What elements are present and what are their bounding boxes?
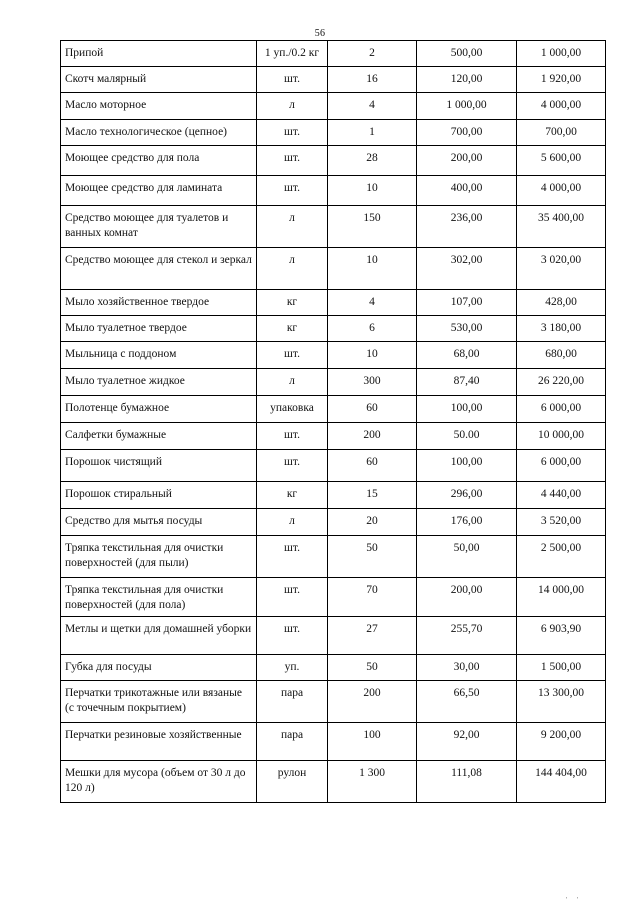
cell-unit: уп. [257, 655, 328, 681]
cell-price: 200,00 [417, 146, 517, 176]
cell-name: Порошок чистящий [61, 450, 257, 482]
cell-total: 10 000,00 [517, 423, 606, 450]
table-row [61, 482, 606, 509]
cell-qty: 1 [328, 120, 417, 146]
cell-unit: шт. [257, 146, 328, 176]
cell-unit: шт. [257, 578, 328, 617]
cell-qty: 100 [328, 723, 417, 761]
table-row [61, 93, 606, 120]
cell-unit: шт. [257, 450, 328, 482]
cell-unit: упаковка [257, 396, 328, 423]
cell-price: 200,00 [417, 578, 517, 617]
table-row [61, 509, 606, 536]
cell-unit: шт. [257, 120, 328, 146]
cell-name: Тряпка текстильная для очистки поверхностей (для пыли) [61, 536, 257, 578]
cell-unit: л [257, 206, 328, 248]
cell-qty: 4 [328, 290, 417, 316]
cell-total: 1 500,00 [517, 655, 606, 681]
cell-total: 26 220,00 [517, 369, 606, 396]
cell-unit: л [257, 93, 328, 120]
cell-price: 530,00 [417, 316, 517, 342]
cell-qty: 70 [328, 578, 417, 617]
cell-total: 3 180,00 [517, 316, 606, 342]
cell-price: 176,00 [417, 509, 517, 536]
cell-unit: рулон [257, 761, 328, 803]
cell-total: 9 200,00 [517, 723, 606, 761]
table-row [61, 655, 606, 681]
cell-total: 3 020,00 [517, 248, 606, 290]
cell-price: 500,00 [417, 41, 517, 67]
cell-name: Скотч малярный [61, 67, 257, 93]
cell-price: 50.00 [417, 423, 517, 450]
cell-price: 87,40 [417, 369, 517, 396]
cell-price: 1 000,00 [417, 93, 517, 120]
cell-total: 14 000,00 [517, 578, 606, 617]
cell-unit: шт. [257, 176, 328, 206]
cell-name: Моющее средство для ламината [61, 176, 257, 206]
cell-unit: кг [257, 482, 328, 509]
table-row [61, 146, 606, 176]
table-row [61, 761, 606, 803]
cell-total: 428,00 [517, 290, 606, 316]
cell-total: 2 500,00 [517, 536, 606, 578]
cell-total: 35 400,00 [517, 206, 606, 248]
table-row [61, 206, 606, 248]
cell-price: 400,00 [417, 176, 517, 206]
cell-qty: 16 [328, 67, 417, 93]
corner-scan-mark: ' ' [566, 896, 583, 904]
cell-unit: л [257, 248, 328, 290]
cell-unit: кг [257, 290, 328, 316]
cell-price: 302,00 [417, 248, 517, 290]
cell-name: Масло моторное [61, 93, 257, 120]
cell-qty: 300 [328, 369, 417, 396]
cell-qty: 1 300 [328, 761, 417, 803]
cell-total: 6 000,00 [517, 396, 606, 423]
cell-qty: 10 [328, 248, 417, 290]
cell-qty: 27 [328, 617, 417, 655]
table-row [61, 578, 606, 617]
cell-price: 100,00 [417, 396, 517, 423]
cell-unit: пара [257, 681, 328, 723]
cell-name: Метлы и щетки для домашней уборки [61, 617, 257, 655]
table-row [61, 41, 606, 67]
cell-total: 1 920,00 [517, 67, 606, 93]
cell-name: Салфетки бумажные [61, 423, 257, 450]
cell-total: 4 440,00 [517, 482, 606, 509]
cell-name: Перчатки трикотажные или вязаные (с точечным покрытием) [61, 681, 257, 723]
goods-table [60, 40, 606, 803]
cell-unit: шт. [257, 617, 328, 655]
cell-qty: 50 [328, 536, 417, 578]
table-row [61, 536, 606, 578]
cell-unit: л [257, 509, 328, 536]
cell-total: 144 404,00 [517, 761, 606, 803]
table-row [61, 617, 606, 655]
cell-price: 111,08 [417, 761, 517, 803]
cell-total: 680,00 [517, 342, 606, 369]
table-row [61, 120, 606, 146]
cell-unit: пара [257, 723, 328, 761]
cell-total: 3 520,00 [517, 509, 606, 536]
cell-price: 66,50 [417, 681, 517, 723]
cell-unit: шт. [257, 67, 328, 93]
table-row [61, 67, 606, 93]
cell-price: 30,00 [417, 655, 517, 681]
cell-unit: шт. [257, 342, 328, 369]
cell-qty: 28 [328, 146, 417, 176]
cell-name: Мыло туалетное жидкое [61, 369, 257, 396]
cell-qty: 60 [328, 450, 417, 482]
cell-name: Порошок стиральный [61, 482, 257, 509]
cell-total: 6 000,00 [517, 450, 606, 482]
table-row [61, 723, 606, 761]
cell-total: 6 903,90 [517, 617, 606, 655]
cell-name: Губка для посуды [61, 655, 257, 681]
goods-table-body [61, 41, 606, 803]
cell-price: 296,00 [417, 482, 517, 509]
cell-qty: 10 [328, 176, 417, 206]
cell-total: 4 000,00 [517, 176, 606, 206]
cell-unit: кг [257, 316, 328, 342]
table-row [61, 316, 606, 342]
cell-total: 1 000,00 [517, 41, 606, 67]
cell-name: Средство моющее для стекол и зеркал [61, 248, 257, 290]
cell-price: 700,00 [417, 120, 517, 146]
cell-total: 700,00 [517, 120, 606, 146]
cell-unit: л [257, 369, 328, 396]
cell-name: Перчатки резиновые хозяйственные [61, 723, 257, 761]
table-row [61, 369, 606, 396]
cell-name: Мыло хозяйственное твердое [61, 290, 257, 316]
cell-total: 4 000,00 [517, 93, 606, 120]
cell-price: 255,70 [417, 617, 517, 655]
cell-price: 50,00 [417, 536, 517, 578]
table-row [61, 423, 606, 450]
cell-total: 5 600,00 [517, 146, 606, 176]
table-row [61, 396, 606, 423]
cell-price: 68,00 [417, 342, 517, 369]
cell-qty: 2 [328, 41, 417, 67]
cell-name: Мыло туалетное твердое [61, 316, 257, 342]
cell-unit: 1 уп./0.2 кг [257, 41, 328, 67]
cell-name: Моющее средство для пола [61, 146, 257, 176]
cell-qty: 4 [328, 93, 417, 120]
table-row [61, 248, 606, 290]
cell-qty: 6 [328, 316, 417, 342]
table-row [61, 176, 606, 206]
cell-qty: 15 [328, 482, 417, 509]
table-row [61, 450, 606, 482]
cell-qty: 200 [328, 681, 417, 723]
cell-unit: шт. [257, 536, 328, 578]
cell-qty: 200 [328, 423, 417, 450]
cell-qty: 150 [328, 206, 417, 248]
cell-price: 100,00 [417, 450, 517, 482]
cell-qty: 60 [328, 396, 417, 423]
cell-name: Средство моющее для туалетов и ванных комнат [61, 206, 257, 248]
cell-name: Тряпка текстильная для очистки поверхностей (для пола) [61, 578, 257, 617]
cell-price: 236,00 [417, 206, 517, 248]
cell-name: Полотенце бумажное [61, 396, 257, 423]
cell-name: Средство для мытья посуды [61, 509, 257, 536]
cell-total: 13 300,00 [517, 681, 606, 723]
cell-name: Припой [61, 41, 257, 67]
cell-name: Мыльница с поддоном [61, 342, 257, 369]
cell-unit: шт. [257, 423, 328, 450]
cell-price: 120,00 [417, 67, 517, 93]
cell-price: 92,00 [417, 723, 517, 761]
page-number: 56 [314, 28, 326, 39]
cell-price: 107,00 [417, 290, 517, 316]
table-row [61, 342, 606, 369]
table-row [61, 681, 606, 723]
cell-name: Мешки для мусора (объем от 30 л до 120 л) [61, 761, 257, 803]
cell-qty: 20 [328, 509, 417, 536]
cell-qty: 10 [328, 342, 417, 369]
cell-name: Масло технологическое (цепное) [61, 120, 257, 146]
table-row [61, 290, 606, 316]
cell-qty: 50 [328, 655, 417, 681]
